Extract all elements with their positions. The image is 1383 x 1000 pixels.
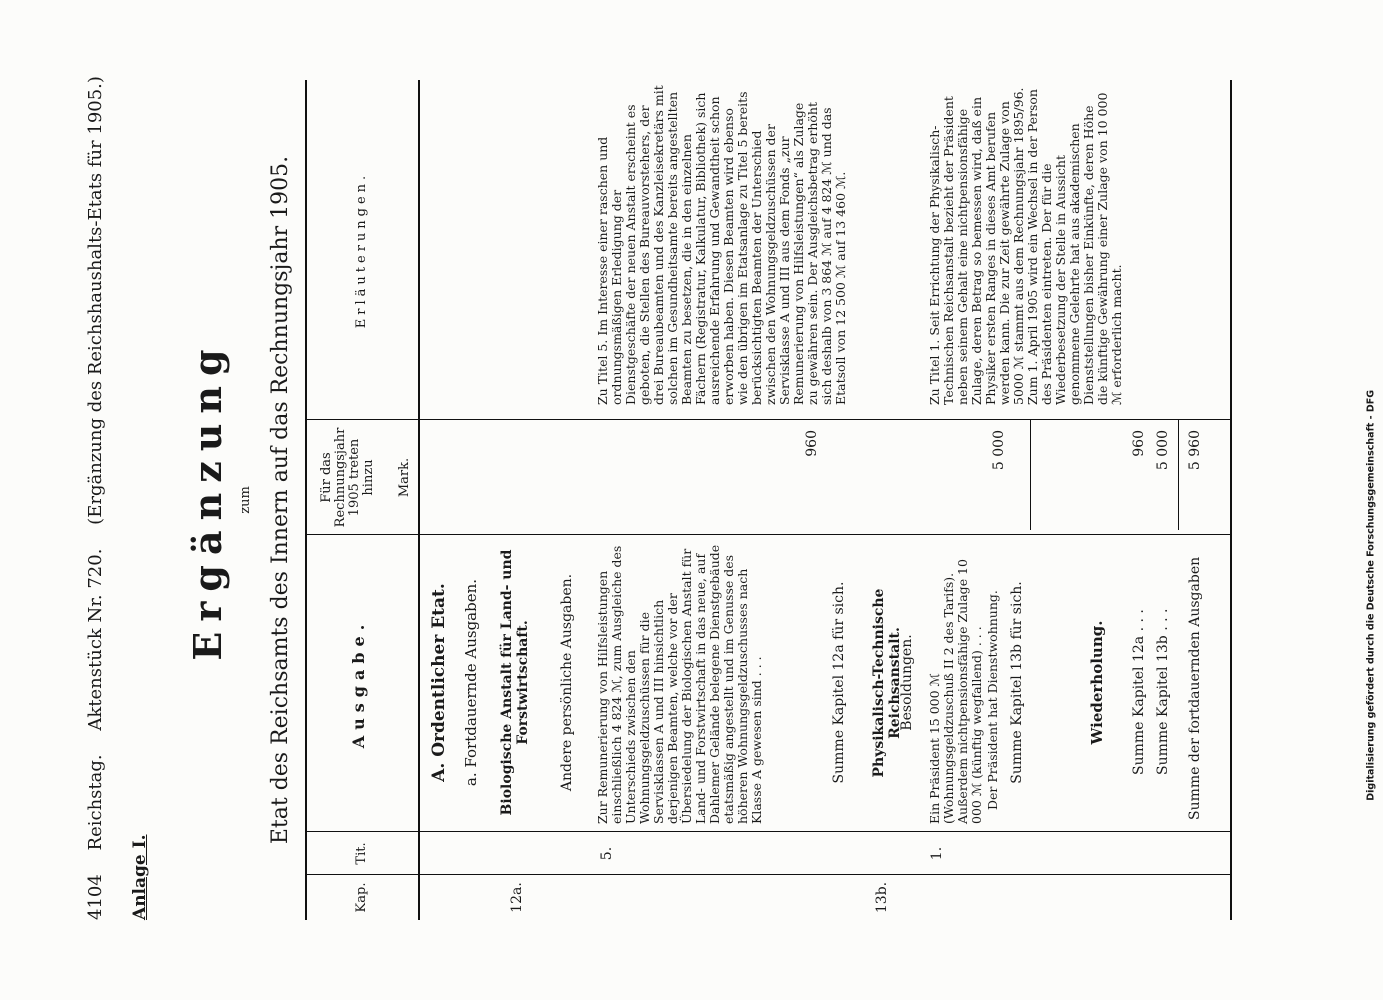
section-subheading: a. Fortdauernde Ausgaben. (462, 578, 480, 787)
annex-label: Anlage I. (130, 834, 150, 920)
tit-5-text: Zur Remunerierung von Hilfsleistungen einschließlich 4 824 ℳ, zum Ausgleiche des Unterschieds zwischen den Wohnungsgeldzuschüssen für die Servisklassen A und III hinsichtlich derjenigen Beamten, welche vor der Übersiedelung der Biologischen Anstalt für Land- und Forstwirtschaft in das neue, auf Dahlemer Gelände belegene Dienstgebäude etatsmäßig angestellt und im Genusse des höheren Wohnungsgeldzuschusses nach Klasse A gewesen sind . . . (595, 544, 764, 824)
col-header-ausgabe: Ausgabe. (349, 618, 368, 749)
sum-kapitel-13b: Summe Kapitel 13b für sich. (1009, 581, 1025, 784)
col-header-amount: Für das Rechnungsjahr 1905 treten hinzu (319, 427, 376, 528)
total-label: Summe der fortdauernden Ausgaben (1187, 556, 1203, 820)
total-amount: 5 960 (1187, 430, 1203, 471)
header-doc-ref: Aktenstück Nr. 720. (85, 548, 106, 731)
pt-subheading: Besoldungen. (899, 634, 915, 731)
bio-subheading: Andere persönliche Ausgaben. (559, 573, 575, 792)
pt-heading: Physikalisch-Technische Reichsanstalt. (871, 588, 903, 778)
col-rule-amount (305, 419, 1231, 420)
digitization-credit: Digitalisierung gefördert durch die Deutsche Forschungsgemeinschaft - DFG (1366, 390, 1377, 801)
col-header-amount-unit: Mark. (397, 457, 412, 498)
header-left-title: Reichstag. (85, 754, 106, 851)
note-tit-5: Zu Titel 5. Im Interesse einer raschen und ordnungsmäßigen Erledigung der Dienstgeschäfte der neuen Anstalt erscheint es geboten, die Stellen des Bureauvorstehers, der drei Bureaubeamten und des Kanzleisekretärs mit solchen im Gesundheitsamte bereits angestellten Beamten zu besetzen, die in den einzelnen Fächern (Registratur, Kalkulatur, Bibliothek) sich ausreichende Erfahrung und Gewandtheit schon erworben haben. Diesen Beamten wird ebenso wie den übrigen im Etatsanlage zu Titel 5 bereits berücksichtigten Beamten der Unterschied zwischen den Wohnungsgeldzuschüssen der Servisklasse A und III aus dem Fonds „zur Remunerierung von Hilfsleistungen“ als Zulage zu gewähren sein. Der Ausgleichsbetrag erhöht sich deshalb von 3 864 ℳ auf 4 824 ℳ und das Etatsoll von 12 500 ℳ auf 13 460 ℳ. (595, 85, 848, 405)
document-title: Ergänzung (185, 339, 230, 661)
tit-1: 1. (929, 846, 945, 861)
tit-1-text-2: Der Präsident hat Dienstwohnung. (985, 590, 1000, 810)
title-connector: zum (238, 486, 253, 514)
repeat-sum-13b-amount: 5 000 (1155, 430, 1171, 471)
header-paren-note: (Ergänzung des Reichshaushalts-Etats für 1905.) (85, 76, 106, 525)
running-header (85, 60, 106, 920)
amount-rule-13b (1030, 420, 1031, 530)
repeat-sum-12a-label: Summe Kapitel 12a . . . (1131, 609, 1147, 775)
table-header-rule (418, 80, 420, 920)
page-number: 4104 (85, 874, 106, 920)
repeat-sum-13b-label: Summe Kapitel 13b . . . (1155, 608, 1171, 775)
repeat-sum-12a-amount: 960 (1131, 430, 1147, 457)
table-top-rule (305, 80, 307, 920)
note-tit-1: Zu Titel 1. Seit Errichtung der Physikalisch-Technischen Reichsanstalt bezieht der Präsident neben seinem Gehalt eine nichtpensionsfähige Zulage, deren Betrag so bemessen wird, daß ein Physiker ersten Ranges in dieses Amt berufen werden kann. Die zur Zeit gewährte Zulage von 5000 ℳ stammt aus dem Rechnungsjahr 1895/96. Zum 1. April 1905 wird ein Wechsel in der Person des Präsidenten eintreten. Der für die Wiederbesetzung der Stelle in Aussicht genommene Gelehrte hat aus akademischen Dienststellungen bisher Einkünfte, deren Höhe die künftige Gewährung einer Zulage von 10 000 ℳ erforderlich macht. (927, 87, 1124, 405)
bio-heading: Biologische Anstalt für Land- und Forstwirtschaft. (499, 549, 531, 816)
table-bottom-rule (1230, 80, 1232, 920)
kap-13b: 13b. (874, 881, 890, 914)
col-header-kap: Kap. (354, 882, 369, 913)
repetition-heading: Wiederholung. (1088, 620, 1106, 745)
col-rule-kap (305, 874, 1231, 875)
amount-rule-total (1178, 420, 1179, 530)
section-heading: A. Ordentlicher Etat. (429, 583, 449, 782)
col-header-tit: Tit. (354, 842, 369, 865)
tit-5-amount: 960 (804, 430, 820, 457)
tit-1-text: Ein Präsident 15 000 ℳ (Wohnungsgeldzuschuß II 2 des Tarifs). Außerdem nichtpensionsfähige Zulage 10 000 ℳ (künftig wegfallend) . . . (927, 559, 984, 824)
tit-5: 5. (599, 846, 615, 861)
kap-12a: 12a. (509, 882, 525, 913)
tit-1-amount: 5 000 (991, 430, 1007, 471)
document-subtitle: Etat des Reichsamts des Innern auf das Rechnungsjahr 1905. (268, 155, 293, 845)
col-rule-tit (305, 831, 1231, 832)
sum-kapitel-12a: Summe Kapitel 12a für sich. (831, 581, 847, 784)
col-header-notes: Erläuterungen. (354, 171, 369, 329)
